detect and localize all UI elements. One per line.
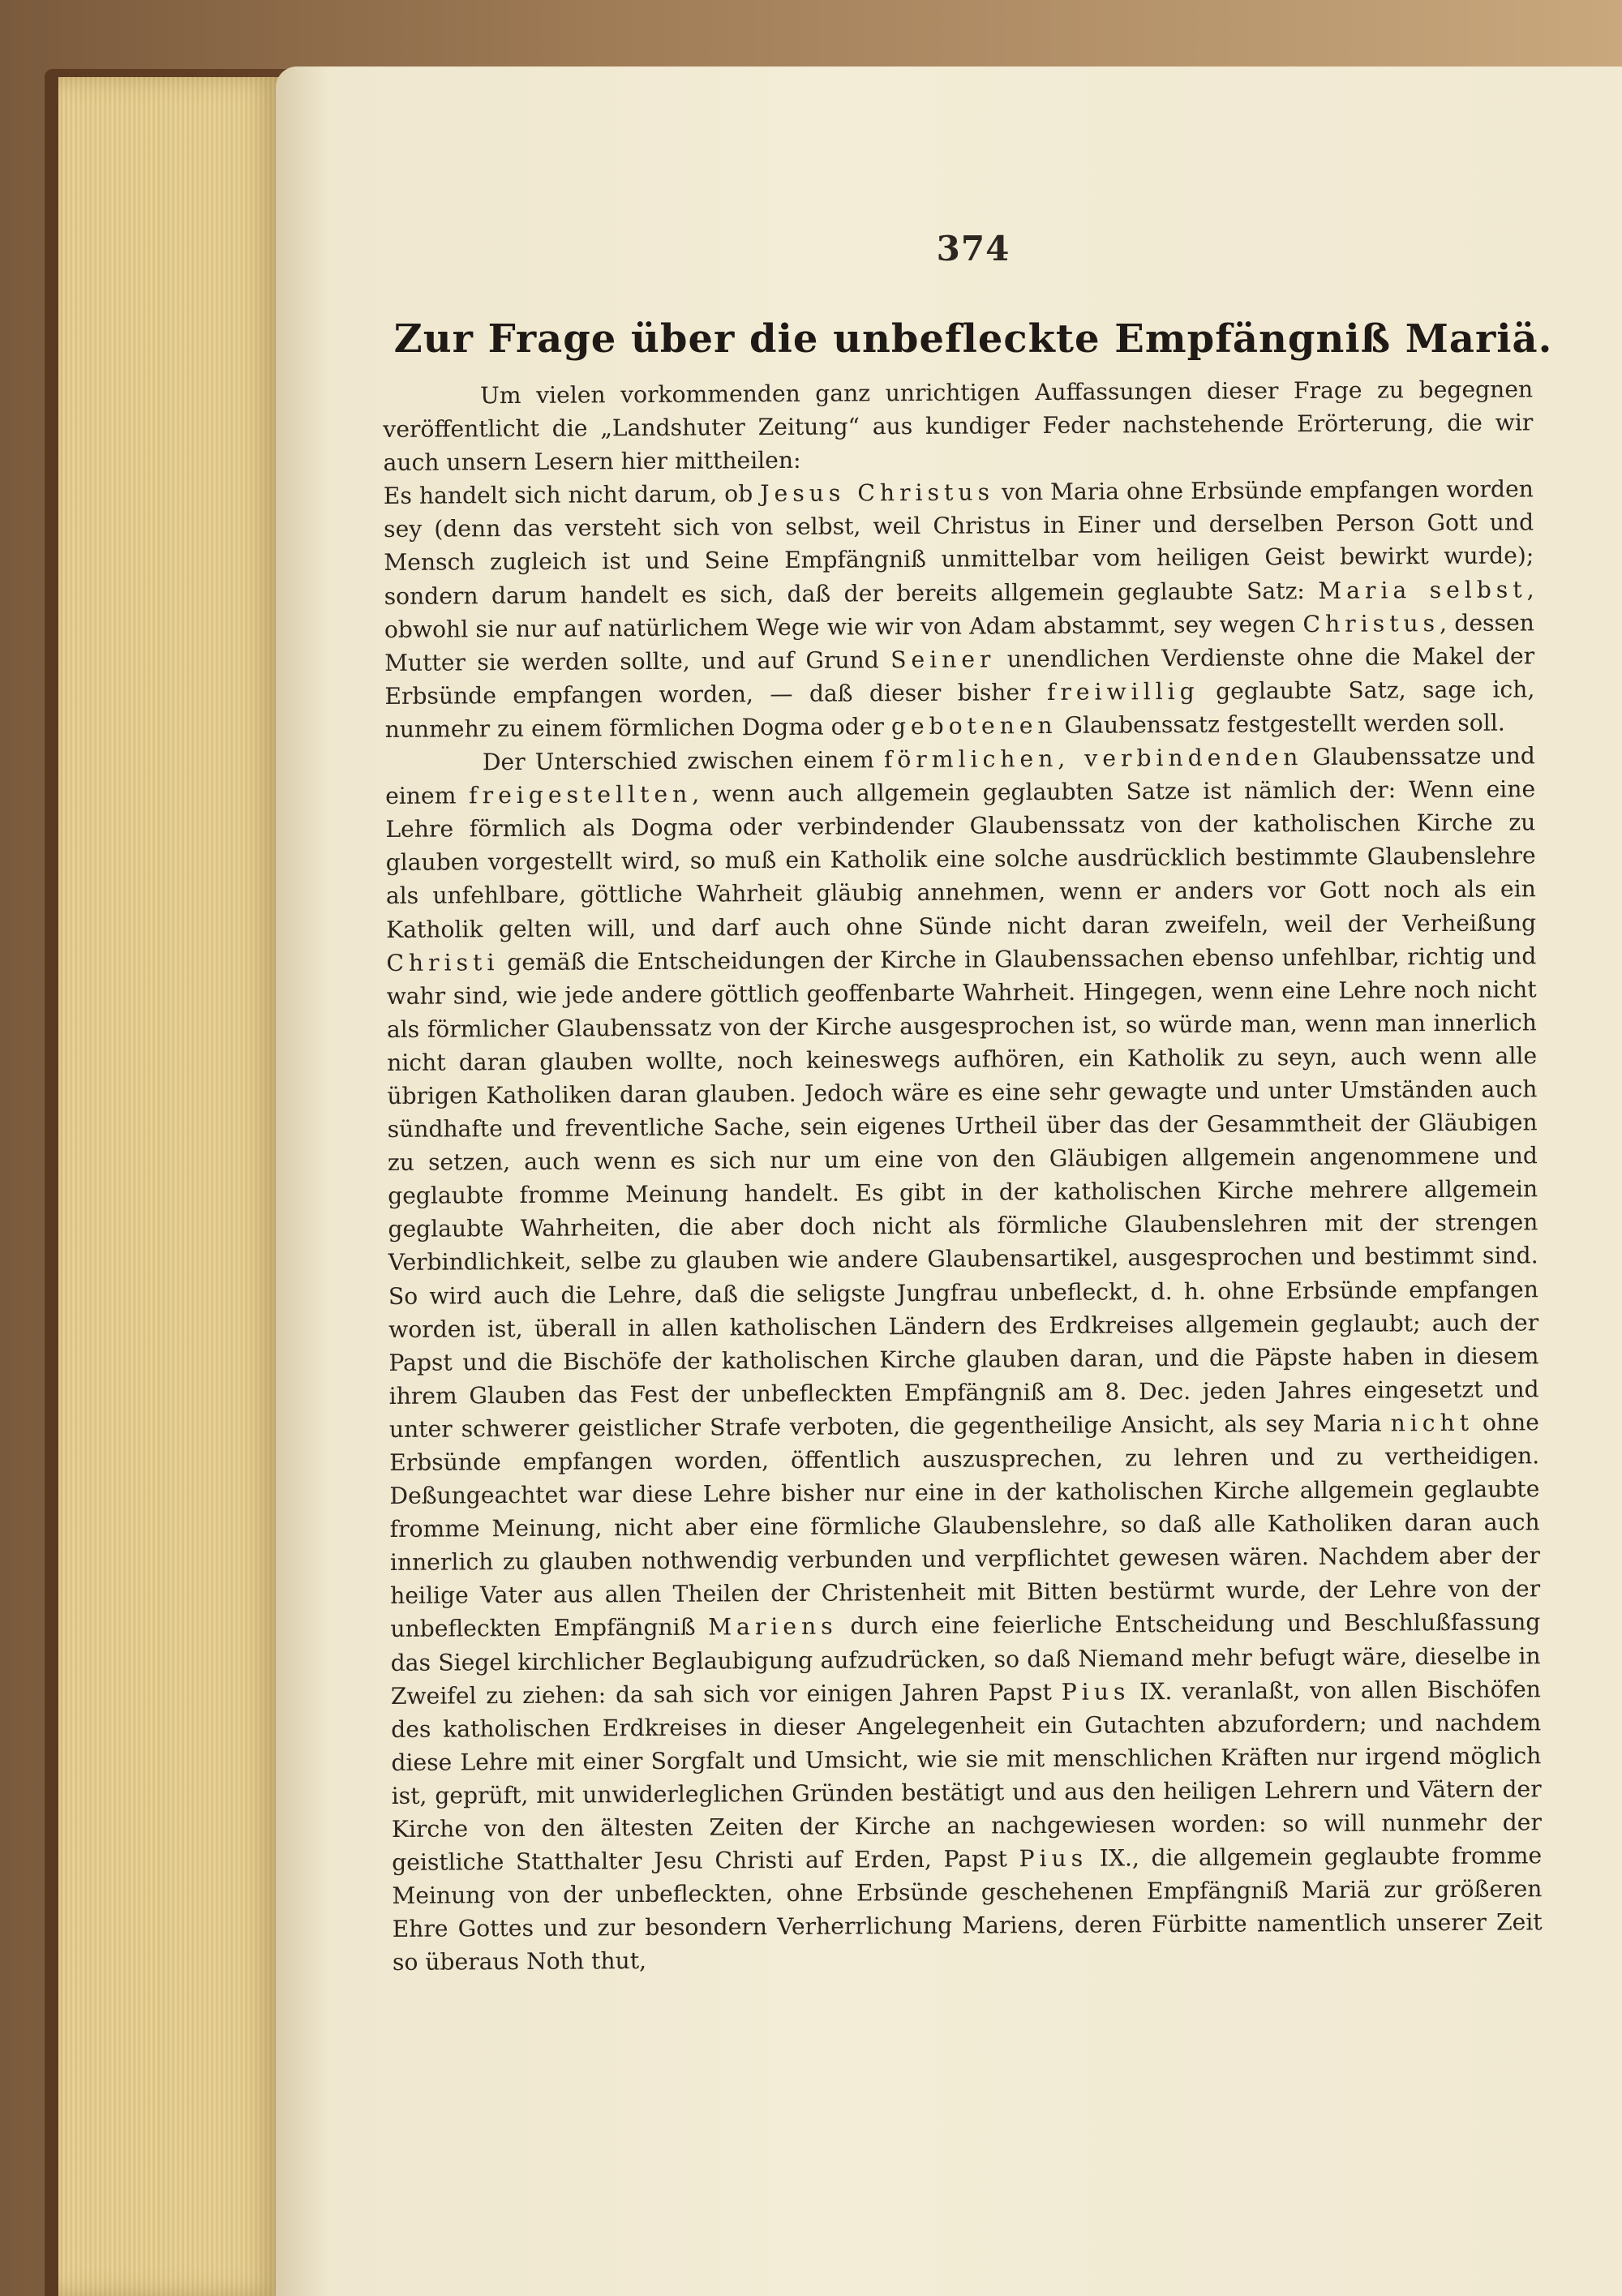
text-segment: , wenn auch allgemein geglaubten Satze ist nämlich der: Wenn eine Lehre förmlich als Dogma oder verbindender Glaubenssatz von der katholischen Kirche zu glauben vorgestellt wird, so muß ein Katholik eine solche ausdrücklich bestimmte Glaubenslehre als unfehlbare, göttliche Wahrheit gläubig annehmen, wenn er anders vor Gott noch als ein Katholik gelten will, und darf auch ohne Sünde nicht daran zweifeln, weil der Verheißung bbox=[385, 775, 1537, 943]
text-segment: geglaubte Satz, sage ich, nunmehr zu einem förmlichen Dogma oder bbox=[384, 676, 1535, 743]
emphasized-text: Jesus Christus bbox=[760, 479, 995, 508]
article-body bbox=[383, 372, 1543, 1979]
emphasized-text: Maria selbst bbox=[1318, 575, 1527, 604]
text-segment: Glaubenssatz festgestellt werden soll. bbox=[1057, 709, 1505, 739]
text-segment: Um vielen vorkommenden ganz unrichtigen Auffassungen dieser Frage zu begegnen veröffentlicht die „Landshuter Zeitung“ aus kundiger Feder nachstehende Erörterung, die wir auch unsern Lesern hier mittheilen: bbox=[383, 376, 1534, 477]
page-number: 374 bbox=[936, 229, 1011, 268]
emphasized-text: freiwillig bbox=[1046, 677, 1199, 706]
text-segment: gemäß die Entscheidungen der Kirche in Glaubenssachen ebenso unfehlbar, richtig und wahr sind, wie jede andere göttlich geoffenbarte Wahrheit. Hingegen, wenn eine Lehre noch nicht als förmlicher Glaubenssatz von der Kirche ausgesprochen ist, so würde man, wenn man innerlich nicht daran glauben wollte, noch keineswegs aufhören, ein Katholik zu seyn, auch wenn alle übrigen Katholiken daran glauben. Jedoch wäre es eine sehr gewagte und unter Umständen auch sündhafte und freventliche Sache, sein eigenes Urtheil über das der Gesammtheit der Gläubigen zu setzen, auch wenn es sich nur um eine von den Gläubigen allgemein angenommene und geglaubte fromme Meinung handelt. Es gibt in der katholischen Kirche mehrere allgemein geglaubte Wahrheiten, die aber doch nicht als förmliche Glaubenslehren mit der strengen Verbindlichkeit, selbe zu glauben wie andere Glaubensartikel, ausgesprochen und bestimmt sind. So wird auch die Lehre, daß die seligste Jungfrau unbefleckt, d. h. ohne Erbsünde empfangen worden ist, überall in allen katholischen Ländern des Erdkreises allgemein geglaubt; auch der Papst und die Bischöfe der katholischen Kirche glauben daran, und die Päpste haben in diesem ihrem Glauben das Fest der unbefleckten Empfängniß am 8. Dec. jeden Jahres eingesetzt und unter schwerer geistlicher Strafe verboten, die gegentheilige Ansicht, als sey Maria bbox=[386, 942, 1539, 1443]
text-segment: Es handelt sich nicht darum, ob bbox=[383, 480, 761, 510]
emphasized-text: gebotenen bbox=[890, 711, 1058, 740]
emphasized-text: Christus bbox=[1302, 609, 1440, 637]
article-title: Zur Frage über die unbefleckte Empfängniß Mariä. bbox=[393, 316, 1553, 362]
paragraph bbox=[384, 473, 1535, 746]
text-segment: , obwohl sie nur auf natürlichem Wege wie wir von Adam abstammt, sey wegen bbox=[384, 575, 1534, 643]
text-segment: IX., die allgemein geglaubte fromme Meinung von der unbefleckten, ohne Erbsünde geschehenen Empfängniß Mariä zur größeren Ehre Gottes und zur besondern Verherrlichung Mariens, deren Fürbitte namentlich unserer Zeit so überaus Noth thut, bbox=[392, 1842, 1543, 1976]
page-edges-stack bbox=[58, 77, 281, 2296]
text-segment: von Maria ohne Erbsünde empfangen worden sey (denn das versteht sich von selbst, weil Christus in Einer und derselben Person Gott und Mensch zugleich ist und Seine Empfängniß unmittelbar vom heiligen Geist bewirkt wurde); sondern darum handelt es sich, daß der bereits allgemein geglaubte Satz: bbox=[384, 475, 1534, 610]
text-segment: unendlichen Verdienste ohne die Makel der Erbsünde empfangen worden, — daß dieser bisher bbox=[384, 642, 1535, 710]
emphasized-text: Seiner bbox=[890, 646, 996, 673]
text-segment: durch eine feierliche Entscheidung und Beschlußfassung das Siegel kirchlicher Beglaubigung aufzudrücken, so daß Niemand mehr befugt wäre, dieselbe in Zweifel zu ziehen: da sah sich vor einigen Jahren Papst bbox=[390, 1608, 1541, 1710]
emphasized-text: nicht bbox=[1390, 1409, 1474, 1437]
paragraph bbox=[383, 372, 1534, 479]
text-segment: Glaubenssatze und einem bbox=[385, 742, 1535, 810]
emphasized-text: Pius bbox=[1019, 1844, 1088, 1873]
emphasized-text: Pius bbox=[1061, 1678, 1131, 1706]
text-segment: IX. veranlaßt, von allen Bischöfen des katholischen Erdkreises in dieser Angelegenheit ein Gutachten abzufordern; und nachdem diese Lehre mit einer Sorgfalt und Umsicht, wie sie mit menschlichen Kräften nur irgend möglich ist, geprüft, mit unwiderleglichen Gründen bestätigt und aus den heiligen Lehrern und Vätern der Kirche von den ältesten Zeiten der Kirche an nachgewiesen worden: so will nunmehr der geistliche Statthalter Jesu Christi auf Erden, Papst bbox=[391, 1675, 1542, 1877]
paragraph bbox=[385, 739, 1543, 1979]
text-segment: , dessen Mutter sie werden sollte, und auf Grund bbox=[384, 608, 1534, 676]
emphasized-text: Christi bbox=[386, 948, 500, 976]
emphasized-text: freigestellten bbox=[469, 780, 693, 809]
text-segment: ohne Erbsünde empfangen worden, öffentlich auszusprechen, zu lehren und zu vertheidigen. Deßungeachtet war diese Lehre bisher nur eine in der katholischen Kirche allgemein geglaubte fromme Meinung, nicht aber eine förmliche Glaubenslehre, so daß alle Katholiken daran auch innerlich zu glauben nothwendig verbunden und verpflichtet gewesen wären. Nachdem aber der heilige Vater aus allen Theilen der Christenheit mit Bitten bestürmt wurde, der Lehre von der unbefleckten Empfängniß bbox=[389, 1409, 1541, 1643]
emphasized-text: förmlichen, verbindenden bbox=[883, 744, 1303, 774]
text-segment: Der Unterschied zwischen einem bbox=[482, 746, 885, 776]
emphasized-text: Mariens bbox=[708, 1613, 838, 1642]
